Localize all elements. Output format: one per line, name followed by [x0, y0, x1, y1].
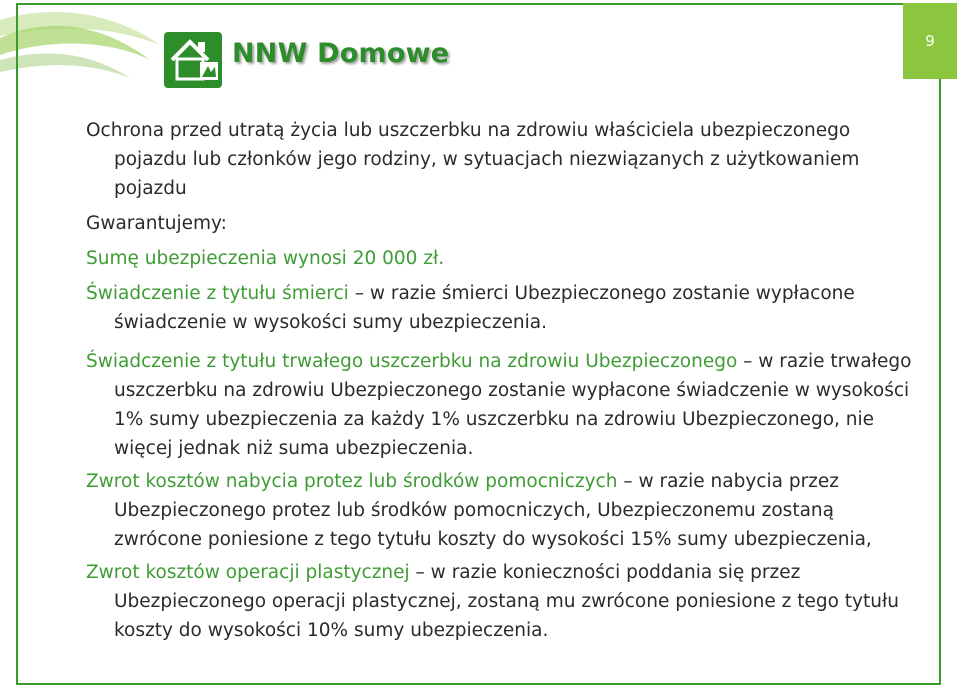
benefit-heading: Zwrot kosztów operacji plastycznej	[86, 562, 410, 583]
guarantee-label: Gwarantujemy:	[86, 213, 227, 234]
benefit-text: – w razie śmierci Ubezpieczonego zostanie wypłacone świadczenie w wysokości sumy ubezpieczenia.	[114, 283, 855, 333]
page-title: NNW Domowe	[232, 38, 450, 69]
benefit-text: – w razie trwałego uszczerbku na zdrowiu Ubezpieczonego zostanie wypłacone świadczenie w wysokości 1% sumy ubezpieczenia za każdy 1% uszczerbku na zdrowiu Ubezpieczonego, nie więcej jednak niż suma ubezpieczenia.	[114, 351, 912, 459]
sum-insured-text: Sumę ubezpieczenia wynosi 20 000 zł.	[86, 248, 445, 269]
benefit-heading: Świadczenie z tytułu śmierci	[86, 283, 349, 304]
benefit-item	[86, 347, 926, 463]
benefit-item	[86, 467, 926, 554]
content-body	[86, 116, 926, 645]
benefit-item	[86, 279, 926, 337]
benefit-heading: Świadczenie z tytułu trwałego uszczerbku na zdrowiu Ubezpieczonego	[86, 351, 738, 372]
house-car-logo-icon	[164, 32, 222, 88]
page-number: 9	[903, 3, 957, 79]
benefit-text: – w razie konieczności poddania się przez Ubezpieczonego operacji plastycznej, zostaną mu zwrócone poniesione z tego tytułu koszty do wysokości 10% sumy ubezpieczenia.	[114, 562, 899, 641]
benefit-item	[86, 558, 926, 645]
benefit-heading: Zwrot kosztów nabycia protez lub środków pomocniczych	[86, 471, 618, 492]
benefit-text: – w razie nabycia przez Ubezpieczonego protez lub środków pomocniczych, Ubezpieczonemu zostaną zwrócone poniesione z tego tytułu koszty do wysokości 15% sumy ubezpieczenia,	[114, 471, 872, 550]
intro-text: Ochrona przed utratą życia lub uszczerbku na zdrowiu właściciela ubezpieczonego pojazdu lub członków jego rodziny, w sytuacjach niezwiązanych z użytkowaniem pojazdu	[86, 120, 860, 199]
